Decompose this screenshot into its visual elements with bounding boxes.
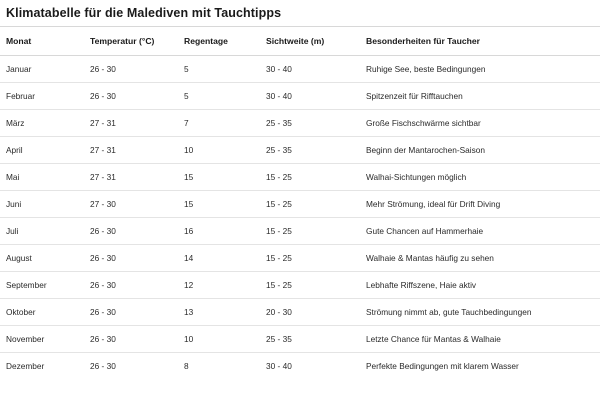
cell-temperatur: 26 - 30 [90,361,116,371]
cell-sichtweite: 25 - 35 [260,326,360,353]
cell-monat: Dezember [6,361,45,371]
cell-sichtweite: 15 - 25 [260,164,360,191]
column-header-monat: Monat [0,27,84,56]
cell-regentage: 15 [178,191,260,218]
cell-regentage: 5 [178,83,260,110]
cell-regentage: 7 [178,110,260,137]
table-row [0,245,600,272]
table-row [0,326,600,353]
cell-besonderheiten: Ruhige See, beste Bedingungen [360,56,600,83]
cell-sichtweite: 15 - 25 [260,191,360,218]
column-header-sichtweite: Sichtweite (m) [260,27,360,56]
cell-monat: August [0,245,84,272]
page-title: Klimatabelle für die Malediven mit Tauchtipps [6,6,282,20]
cell-temperatur: 27 - 31 [84,164,178,191]
column-header-temperatur: Temperatur (°C) [84,27,178,56]
cell-regentage: 8 [184,361,189,371]
column-header-besonderheiten: Besonderheiten für Taucher [360,27,600,56]
cell-monat: März [0,110,84,137]
cell-besonderheiten: Gute Chancen auf Hammerhaie [360,218,600,245]
table-row [0,299,600,326]
cell-regentage: 14 [178,245,260,272]
cell-besonderheiten: Letzte Chance für Mantas & Walhaie [360,326,600,353]
cell-besonderheiten: Beginn der Mantarochen-Saison [360,137,600,164]
table-row [0,56,600,83]
cell-besonderheiten: Perfekte Bedingungen mit klarem Wasser [366,361,519,371]
cell-temperatur: 26 - 30 [84,326,178,353]
table-row [0,83,600,110]
cell-temperatur: 26 - 30 [84,272,178,299]
table-row [0,164,600,191]
table-row [0,110,600,137]
table-row [0,353,600,380]
cell-regentage: 12 [178,272,260,299]
cell-temperatur: 26 - 30 [84,245,178,272]
cell-monat: Juni [0,191,84,218]
cell-regentage: 15 [178,164,260,191]
cell-besonderheiten: Strömung nimmt ab, gute Tauchbedingungen [360,299,600,326]
cell-besonderheiten: Große Fischschwärme sichtbar [360,110,600,137]
table-row [0,191,600,218]
cell-besonderheiten: Lebhafte Riffszene, Haie aktiv [360,272,600,299]
cell-regentage: 5 [178,56,260,83]
cell-sichtweite: 30 - 40 [266,361,292,371]
cell-regentage: 10 [178,137,260,164]
cell-temperatur: 27 - 31 [84,110,178,137]
cell-regentage: 13 [178,299,260,326]
cell-sichtweite: 30 - 40 [260,56,360,83]
cell-besonderheiten: Walhai-Sichtungen möglich [360,164,600,191]
cell-monat: September [0,272,84,299]
cell-besonderheiten: Spitzenzeit für Rifftauchen [360,83,600,110]
cell-sichtweite: 15 - 25 [260,245,360,272]
cell-sichtweite: 30 - 40 [260,83,360,110]
table-body [0,56,600,380]
cell-besonderheiten: Walhaie & Mantas häufig zu sehen [360,245,600,272]
table-row [0,137,600,164]
cell-monat: Juli [0,218,84,245]
cell-temperatur: 27 - 31 [84,137,178,164]
table-header [0,27,600,56]
cell-sichtweite: 15 - 25 [260,272,360,299]
climate-table [0,27,600,379]
cell-regentage: 16 [178,218,260,245]
table-row [0,272,600,299]
cell-temperatur: 26 - 30 [84,299,178,326]
cell-monat: Januar [0,56,84,83]
cell-monat: November [0,326,84,353]
cell-sichtweite: 20 - 30 [260,299,360,326]
column-header-regentage: Regentage [178,27,260,56]
cell-sichtweite: 25 - 35 [260,137,360,164]
cell-sichtweite: 15 - 25 [260,218,360,245]
cell-monat: Mai [0,164,84,191]
table-header-row [0,27,600,56]
table-row [0,218,600,245]
cell-monat: Oktober [0,299,84,326]
cell-monat: April [0,137,84,164]
cell-besonderheiten: Mehr Strömung, ideal für Drift Diving [360,191,600,218]
cell-sichtweite: 25 - 35 [260,110,360,137]
cell-regentage: 10 [178,326,260,353]
cell-temperatur: 26 - 30 [84,56,178,83]
cell-temperatur: 26 - 30 [84,218,178,245]
cell-monat: Februar [0,83,84,110]
cell-temperatur: 27 - 30 [84,191,178,218]
cell-temperatur: 26 - 30 [84,83,178,110]
